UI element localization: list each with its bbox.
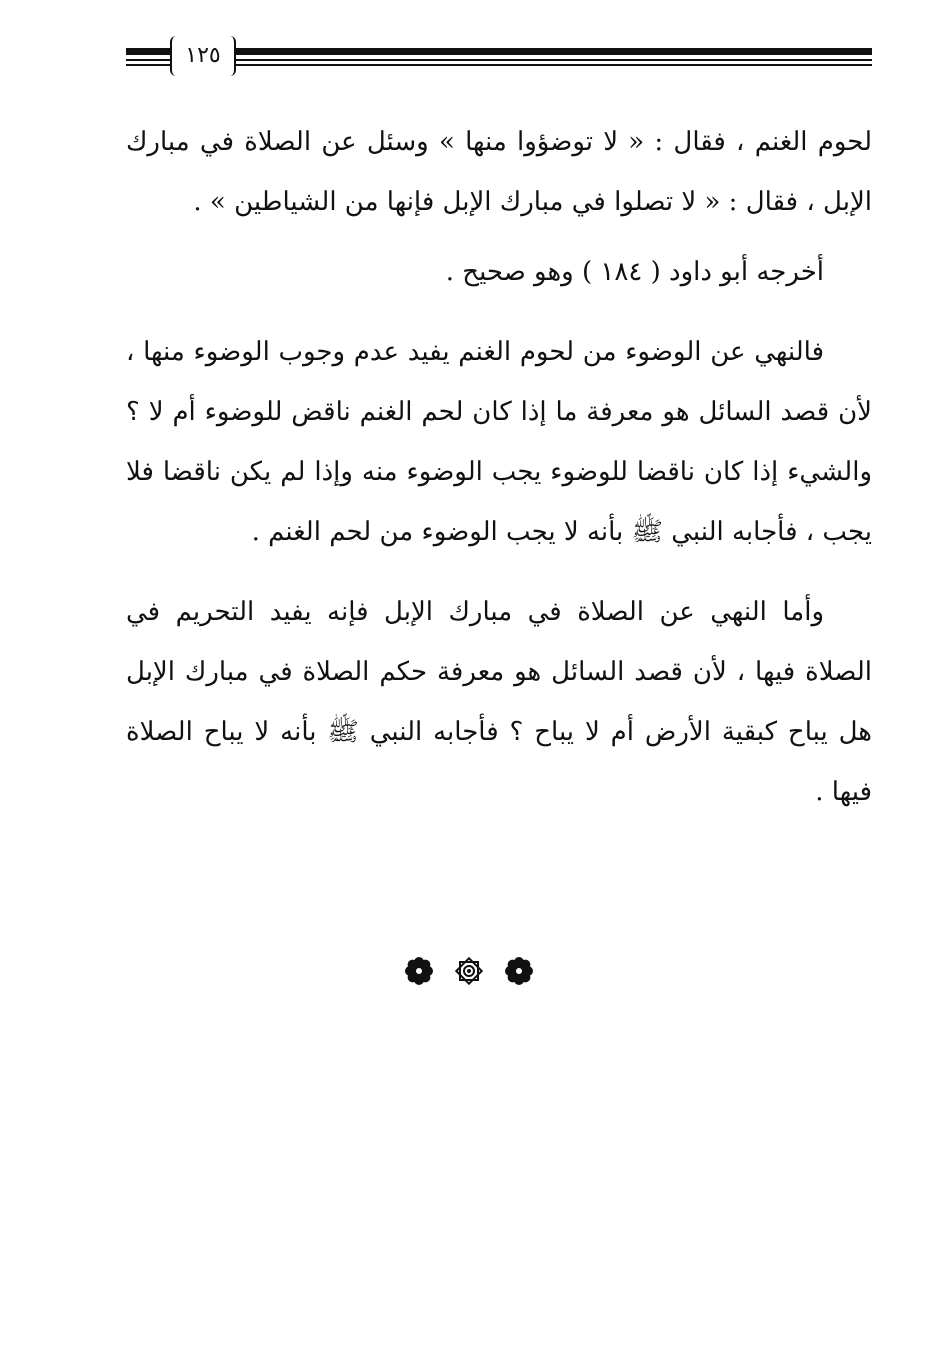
paragraph-explanation-sheep: فالنهي عن الوضوء من لحوم الغنم يفيد عدم وجوب الوضوء منها ، لأن قصد السائل هو معرفة ما إذا كان لحم الغنم ناقض للوضوء أم لا ؟ والشيء إذا كان ناقضا للوضوء يجب الوضوء منه وإذا لم يكن ناقضا فلا يجب ، فأجابه النبي ﷺ بأنه لا يجب الوضوء من لحم الغنم .	[126, 337, 872, 547]
page-number: ١٢٥	[170, 36, 236, 76]
paragraph-hadith-text: لحوم الغنم ، فقال : « لا توضؤوا منها » وسئل عن الصلاة في مبارك الإبل ، فقال : « لا تصلوا في مبارك الإبل فإنها من الشياطين » .	[126, 127, 872, 217]
flower-ornament-icon	[504, 956, 534, 986]
section-end-ornaments	[0, 956, 938, 986]
header-rule-thin-lower	[126, 64, 872, 66]
header-rule-thick	[126, 48, 872, 55]
flower-ornament-icon	[404, 956, 434, 986]
paragraph-source-note: أخرجه أبو داود ( ١٨٤ ) وهو صحيح .	[445, 257, 824, 287]
page-header	[126, 36, 872, 80]
star-ornament-icon	[454, 956, 484, 986]
page-body	[126, 112, 872, 842]
paragraph-explanation-camel-pens: وأما النهي عن الصلاة في مبارك الإبل فإنه يفيد التحريم في الصلاة فيها ، لأن قصد السائل هو معرفة حكم الصلاة في مبارك الإبل هل يباح كبقية الأرض أم لا يباح ؟ فأجابه النبي ﷺ بأنه لا يباح الصلاة فيها .	[126, 597, 872, 807]
header-rule-thin	[126, 59, 872, 61]
